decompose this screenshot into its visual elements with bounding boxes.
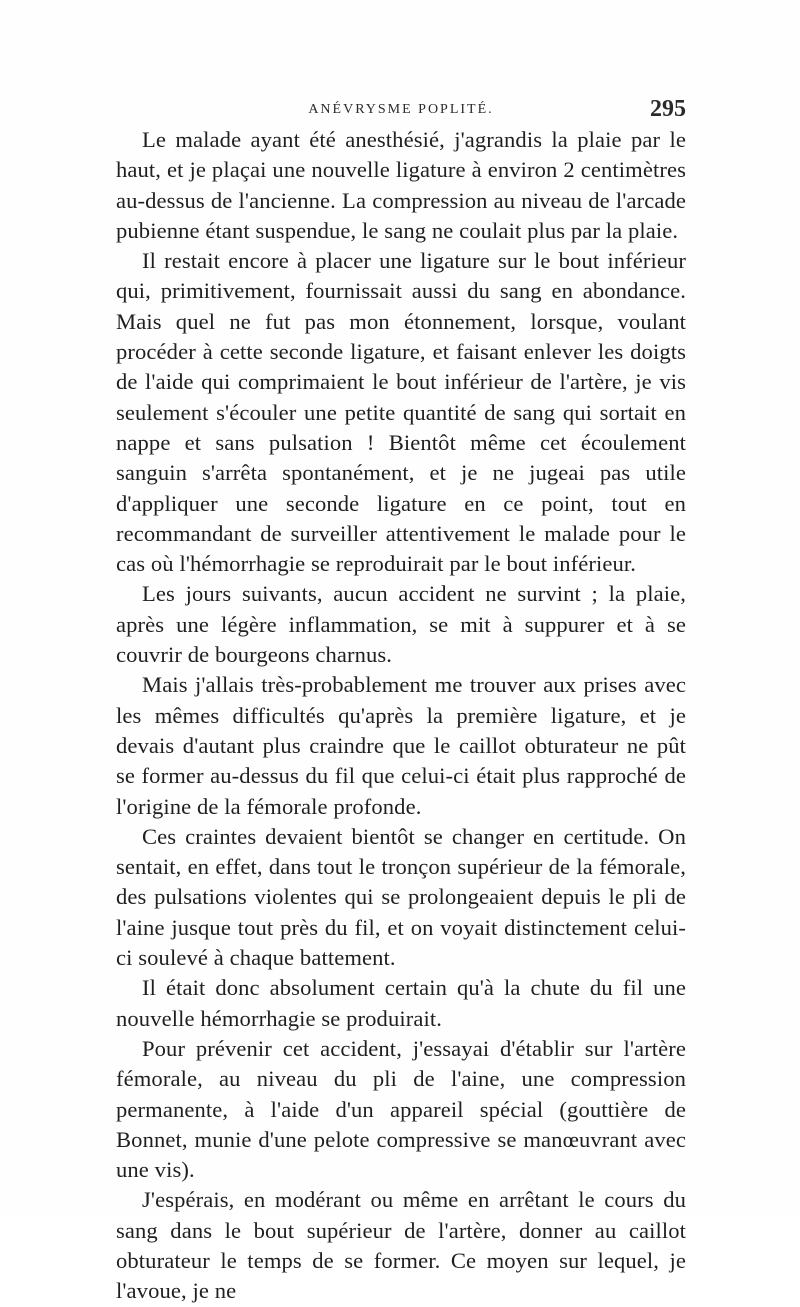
paragraph: Il était donc absolument certain qu'à la chute du fil une nouvelle hémorrhagie se produirait. [116,975,686,1031]
paragraph: Il restait encore à placer une ligature sur le bout inférieur qui, primitivement, fournissait aussi du sang en abondance. Mais quel ne fut pas mon étonnement, lorsque, voulant procéder à cette seconde ligature, et faisant enlever les doigts de l'aide qui comprimaient le bout inférieur de l'artère, je vis seulement s'écouler une petite quantité de sang qui sortait en nappe et sans pulsation ! Bientôt même cet écoulement sanguin s'arrêta spontanément, et je ne jugeai pas utile d'appliquer une seconde ligature en ce point, tout en recommandant de surveiller attentivement le malade pour le cas où l'hémorrhagie se reproduirait par le bout inférieur. [116,248,686,577]
running-header [116,96,686,126]
running-title: ANÉVRYSME POPLITÉ. [308,102,494,117]
paragraph: Ces craintes devaient bientôt se changer en certitude. On sentait, en effet, dans tout le tronçon supérieur de la fémorale, des pulsations violentes qui se prolongeaient depuis le pli de l'aine jusque tout près du fil, et on voyait distinctement celui-ci soulevé à chaque battement. [116,823,686,971]
paragraph: Les jours suivants, aucun accident ne survint ; la plaie, après une légère inflammation, se mit à suppurer et à se couvrir de bourgeons charnus. [116,581,686,668]
paragraph: J'espérais, en modérant ou même en arrêtant le cours du sang dans le bout supérieur de l'artère, donner au caillot obturateur le temps de se former. Ce moyen sur lequel, je l'avoue, je ne [116,1187,686,1304]
paragraph: Le malade ayant été anesthésié, j'agrandis la plaie par le haut, et je plaçai une nouvelle ligature à environ 2 centimètres au-dessus de l'ancienne. La compression au niveau de l'arcade pubienne étant suspendue, le sang ne coulait plus par la plaie. [116,127,686,243]
paragraph: Mais j'allais très-probablement me trouver aux prises avec les mêmes difficultés qu'après la première ligature, et je devais d'autant plus craindre que le caillot obturateur ne pût se former au-dessus du fil que celui-ci était plus rapproché de l'origine de la fémorale profonde. [116,672,686,819]
paragraph: Pour prévenir cet accident, j'essayai d'établir sur l'artère fémorale, au niveau du pli de l'aine, une compression permanente, à l'aide d'un appareil spécial (gouttière de Bonnet, munie d'une pelote compressive se manœuvrant avec une vis). [116,1035,686,1183]
page-number: 295 [650,96,686,122]
body-text [116,125,686,1307]
